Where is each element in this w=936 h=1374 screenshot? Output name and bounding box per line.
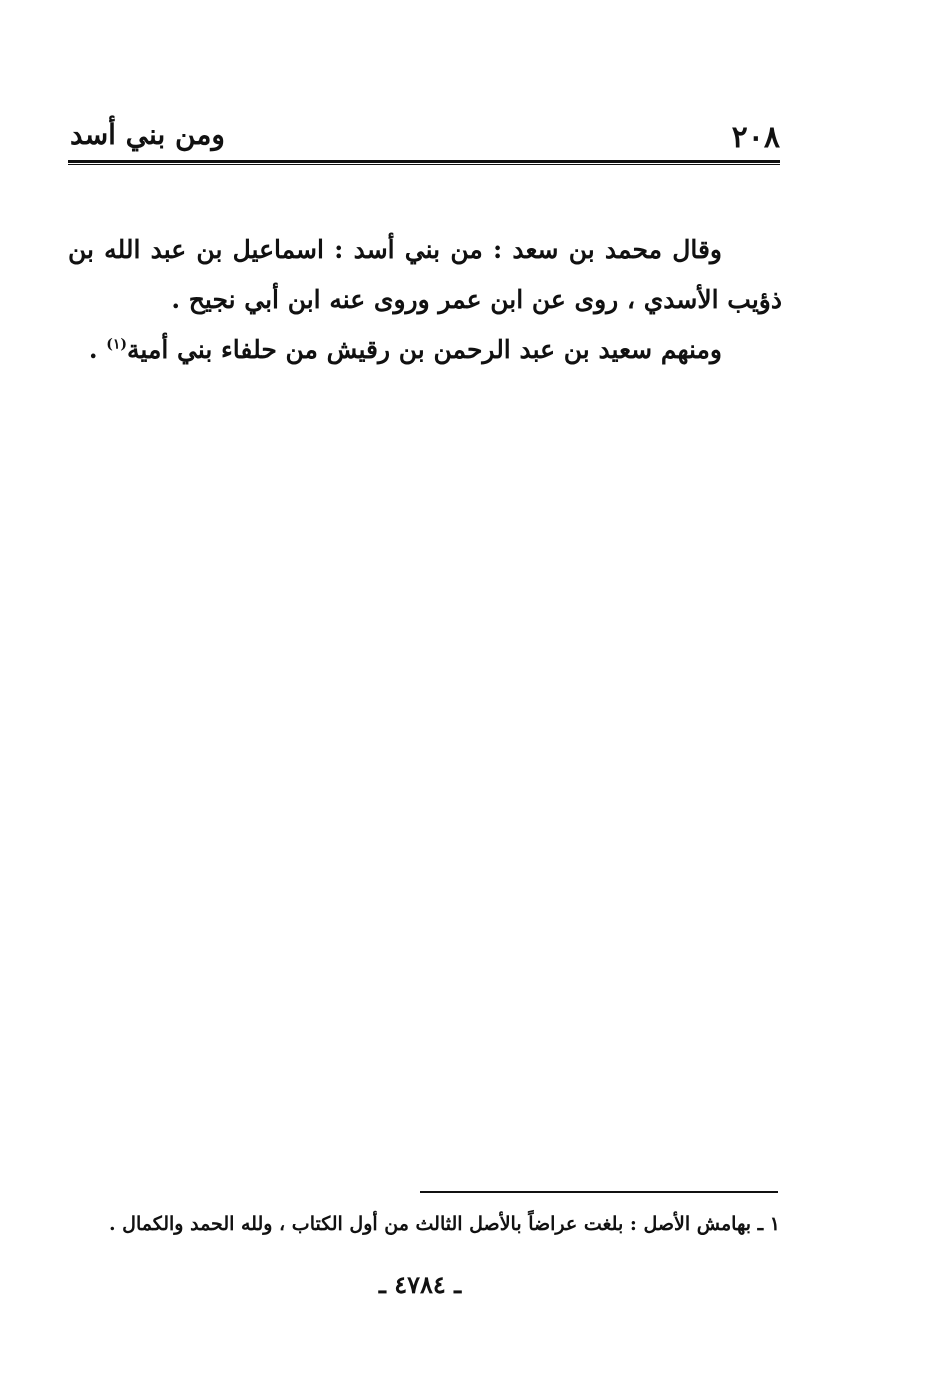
paragraph-2-end: . (88, 335, 107, 364)
paragraph-1: وقال محمد بن سعد : من بني أسد : اسماعيل بن عبد الله بن ذؤيب الأسدي ، روى عن ابن عمر وروى عنه ابن أبي نجيح . (68, 235, 782, 314)
footer-page-number: ـ ٤٧٨٤ ـ (378, 1270, 462, 1299)
footnote: ١ ـ بهامش الأصل : بلغت عراضاً بالأصل الثالث من أول الكتاب ، ولله الحمد والكمال . (108, 1213, 780, 1235)
footnote-rule (420, 1191, 778, 1193)
paragraph-2-text: ومنهم سعيد بن عبد الرحمن بن رقيش من حلفاء بني أمية (127, 335, 722, 364)
header-rule-thin (68, 164, 780, 165)
paragraph-2 (68, 325, 782, 375)
running-title: ومن بني أسد (70, 118, 225, 151)
footnote-marker[interactable]: (١) (106, 336, 128, 353)
header-rule (68, 160, 780, 163)
page-header (70, 112, 780, 162)
body-text (68, 225, 782, 375)
header-page-number: ٢٠٨ (731, 120, 780, 155)
